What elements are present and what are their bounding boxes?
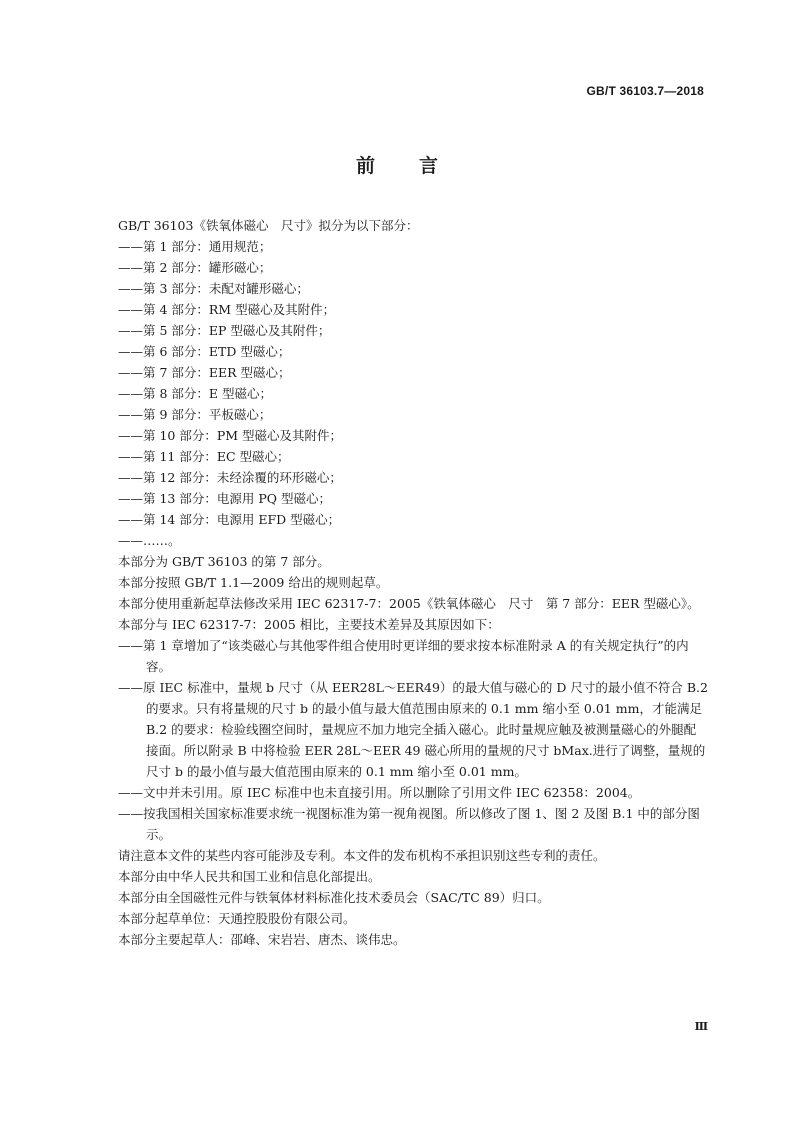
list-item: ——第 13 部分：电源用 PQ 型磁心； [118,491,331,506]
document-body [90,215,708,950]
standard-code: GB/T 36103.7—2018 [586,84,704,98]
list-item: ——……。 [118,533,181,548]
list-item: ——第 11 部分：EC 型磁心； [118,449,290,464]
list-item: ——第 6 部分：ETD 型磁心； [118,344,291,359]
drafting-unit-statement: 本部分起草单位：天通控股股份有限公司。 [118,911,356,926]
list-item: ——按我国相关国家标准要求统一视图标准为第一视角视图。所以修改了图 1、图 2 及图 B.1 中的部分图示。 [118,806,700,842]
proposer-statement: 本部分由中华人民共和国工业和信息化部提出。 [118,869,381,884]
list-item: ——第 10 部分：PM 型磁心及其附件； [118,428,343,443]
list-item: ——第 5 部分：EP 型磁心及其附件； [118,323,331,338]
page-title: 前言 [355,155,482,177]
list-item: ——第 7 部分：EER 型磁心； [118,365,291,380]
list-item: ——原 IEC 标准中，量规 b 尺寸（从 EER28L～EER49）的最大值与磁心的 D 尺寸的最小值不符合 B.2 的要求。只有将量规的尺寸 b 的最小值与最大值范围由原来的 0.1 mm 缩小至 0.01 mm，才能满足 B.2 的要求：检验线圈空间时，量规应不加力地完全插入磁心。此时量规应触及被测量磁心的外腿配接面。所以附录 B 中将检验 EER 28L～EER 49 磁心所用的量规的尺寸 bMax.进行了调整，量规的尺寸 b 的最小值与最大值范围由原来的 0.1 mm 缩小至 0.01 mm。 [118,680,708,779]
patent-notice: 请注意本文件的某些内容可能涉及专利。本文件的发布机构不承担识别这些专利的责任。 [118,848,606,863]
list-item: ——第 12 部分：未经涂覆的环形磁心； [118,470,342,485]
drafting-rule-statement: 本部分按照 GB/T 1.1—2009 给出的规则起草。 [118,575,389,590]
drafters-statement: 本部分主要起草人：邵峰、宋岩岩、唐杰、谈伟忠。 [118,932,406,947]
list-item: ——文中并未引用。原 IEC 标准中也未直接引用。所以删除了引用文件 IEC 62358：2004。 [118,785,641,800]
intro-paragraph: GB/T 36103《铁氧体磁心 尺寸》拟分为以下部分： [118,218,419,233]
list-item: ——第 9 部分：平板磁心； [118,407,272,422]
list-item: ——第 2 部分：罐形磁心； [118,260,272,275]
adoption-statement: 本部分使用重新起草法修改采用 IEC 62317-7：2005《铁氧体磁心 尺寸 第 7 部分：EER 型磁心》。 [118,596,700,611]
list-item: ——第 4 部分：RM 型磁心及其附件； [118,302,336,317]
differences-list [90,635,708,845]
list-item: ——第 14 部分：电源用 EFD 型磁心； [118,512,341,527]
list-item: ——第 8 部分：E 型磁心； [118,386,272,401]
page-number: Ⅲ [694,1020,708,1033]
part-of-statement: 本部分为 GB/T 36103 的第 7 部分。 [118,554,330,569]
parts-list [90,236,708,551]
committee-statement: 本部分由全国磁性元件与铁氧体材料标准化技术委员会（SAC/TC 89）归口。 [118,890,550,905]
list-item: ——第 1 部分：通用规范； [118,239,272,254]
list-item: ——第 1 章增加了“该类磁心与其他零件组合使用时更详细的要求按本标准附录 A 的有关规定执行”的内容。 [118,638,689,674]
differences-intro: 本部分与 IEC 62317-7：2005 相比，主要技术差异及其原因如下： [118,617,500,632]
list-item: ——第 3 部分：未配对罐形磁心； [118,281,309,296]
